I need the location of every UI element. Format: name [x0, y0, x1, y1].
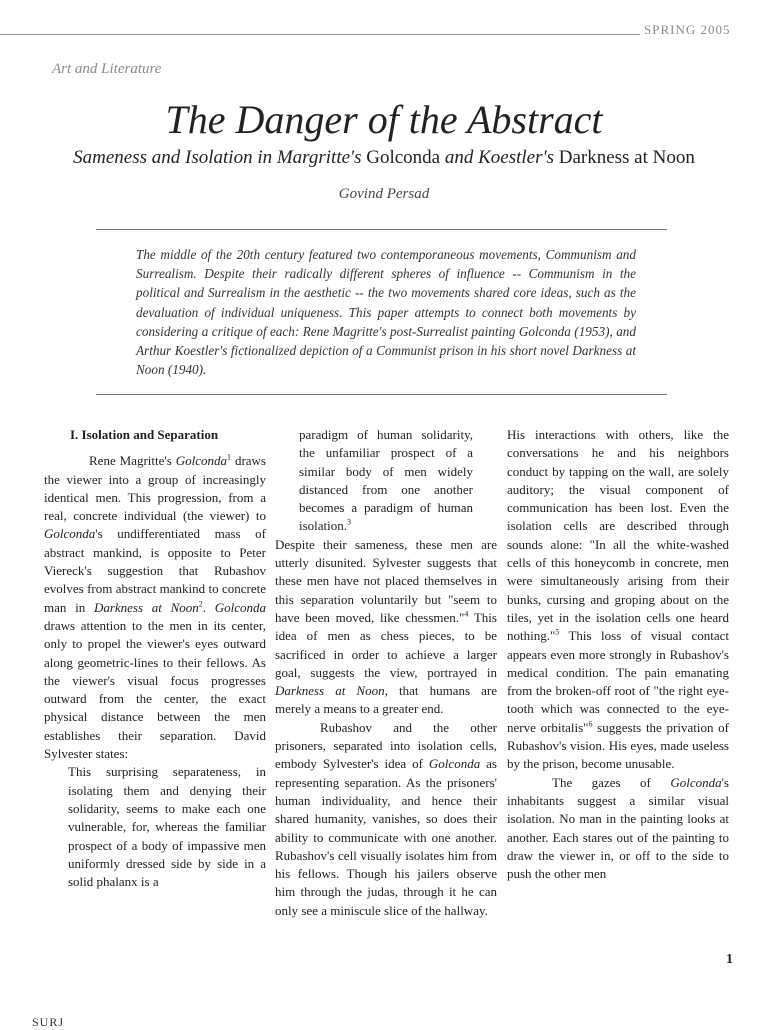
footnote-ref: 4: [464, 609, 469, 619]
text-run: prison,: [539, 756, 579, 772]
text-run: Rubashov's: [665, 646, 729, 662]
text-run: Rubashov's: [507, 738, 567, 754]
text-run: the: [569, 609, 591, 625]
text-run: right: [674, 683, 703, 699]
text-run: of: [635, 683, 650, 699]
block-quote-continued: [275, 426, 473, 536]
text-run: 's undifferentiated mass of abstract mankind, is opposite to Peter Viereck's suggestion that Rubashov evolves from abstract mankind to concrete man in: [44, 526, 266, 615]
issue-label: SPRING 2005: [644, 22, 731, 37]
text-run: loss: [591, 628, 622, 644]
text-run: on: [607, 463, 625, 479]
text-run: interactions: [525, 427, 596, 442]
text-run: and: [604, 445, 637, 461]
text-run: was: [572, 701, 600, 717]
text-run: which: [533, 701, 573, 717]
paragraph-2: [275, 536, 497, 719]
text-run: "In: [582, 536, 606, 552]
work-title: Darkness at Noon: [93, 599, 199, 615]
text-run: bunks,: [507, 591, 542, 607]
text-run: Even: [672, 500, 707, 516]
text-run: "the: [649, 683, 675, 699]
text-run: concrete,: [649, 555, 702, 571]
text-run: been: [612, 500, 644, 516]
text-run: this: [546, 555, 570, 571]
text-run: all: [605, 536, 627, 552]
text-run: root: [610, 683, 636, 699]
text-run: medical: [507, 664, 549, 680]
text-run: in: [651, 646, 666, 662]
text-run: The gazes of: [552, 774, 671, 790]
text-run: the: [703, 427, 729, 442]
text-run: of: [713, 719, 729, 735]
text-run: emanating: [666, 664, 729, 680]
text-run: communication: [507, 500, 588, 516]
text-run: of: [703, 481, 729, 497]
text-run: tapping: [565, 463, 608, 479]
text-run: visual: [641, 628, 683, 644]
text-run: conduct: [507, 463, 549, 479]
text-run: from: [507, 683, 533, 699]
text-run: wall,: [644, 463, 675, 479]
text-run: cells: [551, 518, 588, 534]
text-run: Rene Magritte's: [89, 453, 176, 469]
text-run: simultaneously: [532, 573, 620, 589]
text-run: lost.: [643, 500, 673, 516]
text-run: appears: [507, 646, 547, 662]
column-1: [44, 426, 266, 891]
text-run: white-washed: [649, 536, 729, 552]
footnote-ref: 3: [347, 518, 352, 528]
text-run: sounds: [507, 536, 544, 552]
text-run: component: [630, 481, 704, 497]
text-run: to: [659, 701, 677, 717]
article-title: The Danger of the Abstract: [165, 97, 603, 142]
text-run: like: [673, 427, 704, 442]
text-run: in: [635, 555, 650, 571]
text-run: broken-off: [551, 683, 611, 699]
text-run: from: [663, 573, 697, 589]
text-run: tiles,: [507, 609, 532, 625]
text-run: in: [553, 609, 570, 625]
text-run: one: [670, 609, 695, 625]
work-title: Golconda: [44, 526, 96, 542]
abstract-bottom-rule: [96, 394, 667, 395]
text-run: draws the viewer into a group of increasingly identical men. This progression, from a real, concrete individual (the viewer) to: [44, 453, 266, 524]
text-run: privation: [661, 719, 714, 735]
text-run: His: [605, 738, 627, 754]
work-title: Darkness at Noon,: [275, 683, 388, 699]
text-run: the: [626, 536, 650, 552]
text-run: more: [575, 646, 606, 662]
text-run: orbitalis": [535, 719, 589, 735]
text-run: useless: [688, 738, 729, 754]
text-run: solely: [694, 463, 729, 479]
abstract-top-rule: [96, 229, 667, 230]
footnote-ref: 1: [227, 452, 232, 462]
column-2: [275, 426, 497, 920]
text-run: nothing.": [507, 628, 556, 644]
text-run: groping: [609, 591, 655, 607]
text-run: .: [202, 599, 215, 615]
text-run: his: [636, 445, 665, 461]
text-run: connected: [599, 701, 660, 717]
text-run: neighbors: [664, 445, 729, 461]
text-run: suggests: [592, 719, 642, 735]
author-name: Govind Persad: [338, 186, 430, 202]
text-run: Rubashov and the other prisoners, separated into isolation cells, embody Sylvester's idea of: [275, 719, 497, 772]
text-run: are: [587, 518, 616, 534]
work-title: Golconda: [214, 599, 267, 615]
footnote-ref: 2: [198, 599, 203, 609]
text-run: conversations: [507, 445, 579, 461]
text-run: pain: [636, 664, 667, 680]
text-run: of: [530, 555, 547, 571]
text-run: men: [701, 555, 729, 571]
section-label: Art and Literature: [52, 61, 162, 77]
text-run: paradigm of human solidarity, the unfamiliar prospect of a similar body of men widely distanced from one another becomes a paradigm of human isolation.: [299, 427, 473, 534]
text-run: the: [707, 591, 729, 607]
text-run: isolation: [590, 609, 641, 625]
text-run: the: [706, 500, 729, 516]
text-run: strongly: [605, 646, 652, 662]
text-run: made: [656, 738, 689, 754]
text-run: arising: [619, 573, 664, 589]
text-run: eyes,: [626, 738, 657, 754]
text-run: cursing: [541, 591, 585, 607]
text-run: were: [507, 573, 533, 589]
abstract: The middle of the 20th century featured two contemporaneous movements, Communism and Surrealism. Despite their radically different spheres of influence -- Communism in the political and Surrealism in the aesthetic -- the two movements shared core ideas, such as the devaluation of individual uniqueness. This paper attempts to connect both movements by considering a critique of each: Rene Magritte's post-Surrealist painting Golconda (1953), and Arthur Koestler's fictionalized depiction of a Communist prison in his short novel Darkness at Noon (1940).: [136, 247, 636, 378]
header-rule: [0, 34, 640, 35]
text-run: vision.: [566, 738, 606, 754]
text-run: with: [595, 427, 629, 442]
text-run: eye-nerve: [507, 701, 729, 735]
text-run: yet: [531, 609, 554, 625]
text-run: the: [520, 756, 540, 772]
text-run: the: [624, 463, 645, 479]
text-run: Despite their sameness, these men are utterly disunited. Sylvester suggests that these men have not placed themselves in this separation voluntarily but "seem to have been moved, like chessmen.": [275, 536, 497, 625]
page-number: 1: [726, 952, 733, 967]
text-run: contact: [682, 628, 729, 644]
paragraph-4: [507, 774, 729, 884]
article-subtitle: [0, 147, 768, 169]
text-run: draws attention to the men in its center, only to propel the viewer's eyes outward along geometric-lines to their fellows. As the viewer's visual focus progresses outward from the center, the exact physical distance between the men establishes their separation. David Sylvester states:: [44, 617, 266, 762]
text-run: others,: [628, 427, 674, 442]
text-run: eye-tooth: [507, 683, 729, 717]
work-title: Golconda: [428, 756, 481, 772]
subtitle-part1: Sameness and Isolation in Margritte's: [73, 147, 362, 168]
text-run: as representing separation. As the prisoners' human individuality, and hence their shared humanity, vanishes, so does their ability to communicate with one another. Rubashov's cell visually isolates him from his fellows. Though his jailers observe him through the judas, through it he can only see a miniscule slice of the hallway.: [275, 756, 497, 918]
text-run: even: [546, 646, 576, 662]
text-run: described: [615, 518, 677, 534]
work-title: Golconda: [175, 453, 228, 469]
text-run: the: [553, 481, 585, 497]
text-run: unusable.: [621, 756, 675, 772]
text-run: The: [608, 664, 637, 680]
text-run: heard: [694, 609, 729, 625]
text-run: that humans are merely a means to a greater end.: [275, 683, 497, 717]
text-run: on: [689, 591, 708, 607]
text-run: cells: [640, 609, 671, 625]
text-run: he: [578, 445, 605, 461]
text-run: become: [578, 756, 622, 772]
text-run: by: [548, 463, 566, 479]
text-run: the: [676, 701, 700, 717]
text-run: and: [584, 591, 610, 607]
text-run: through: [676, 518, 729, 534]
text-run: isolation: [507, 518, 552, 534]
journal-label: SURJ: [32, 1015, 65, 1029]
text-run: visual: [584, 481, 631, 497]
text-run: cells: [507, 555, 531, 571]
text-run: 's inhabitants suggest a similar visual isolation. No man in the painting looks at another. Each stares out of the painting to draw the viewer in, or off to the side to push the other men: [507, 774, 729, 882]
text-run: the: [641, 719, 662, 735]
block-quote: This surprising separateness, in isolating them and denying their solidarity, seems to make each one vulnerable, for, whereas the familiar prospect of a body of impassive men uniformly dressed side by side in a solid phalanx is a: [68, 764, 266, 890]
text-run: the: [532, 683, 552, 699]
text-run: This: [559, 628, 592, 644]
text-run: of: [621, 628, 642, 644]
paragraph-3: [275, 719, 497, 920]
subtitle-work1: Golconda: [366, 147, 441, 168]
text-run: auditory;: [507, 481, 554, 497]
footnote-ref: 6: [588, 719, 593, 729]
subtitle-part2: and Koestler's: [444, 147, 554, 168]
paragraph-1: [44, 452, 266, 763]
text-run: His: [507, 427, 526, 442]
column-3: [507, 426, 729, 883]
text-run: by: [507, 756, 520, 772]
subtitle-work2: Darkness at Noon: [558, 147, 695, 168]
section-heading: I. Isolation and Separation: [70, 427, 219, 442]
text-run: their: [696, 573, 729, 589]
footnote-ref: 5: [555, 627, 560, 637]
work-title: Golconda: [670, 774, 722, 790]
text-run: honeycomb: [569, 555, 636, 571]
text-run: are: [674, 463, 695, 479]
paragraph-3-continued: [507, 426, 729, 774]
text-run: condition.: [548, 664, 609, 680]
text-run: alone:: [543, 536, 583, 552]
text-run: has: [587, 500, 613, 516]
text-run: This idea of men as chess pieces, to be sacrificed in order to achieve a larger goal, suggests the view, portrayed in: [275, 609, 497, 680]
text-run: about: [655, 591, 690, 607]
